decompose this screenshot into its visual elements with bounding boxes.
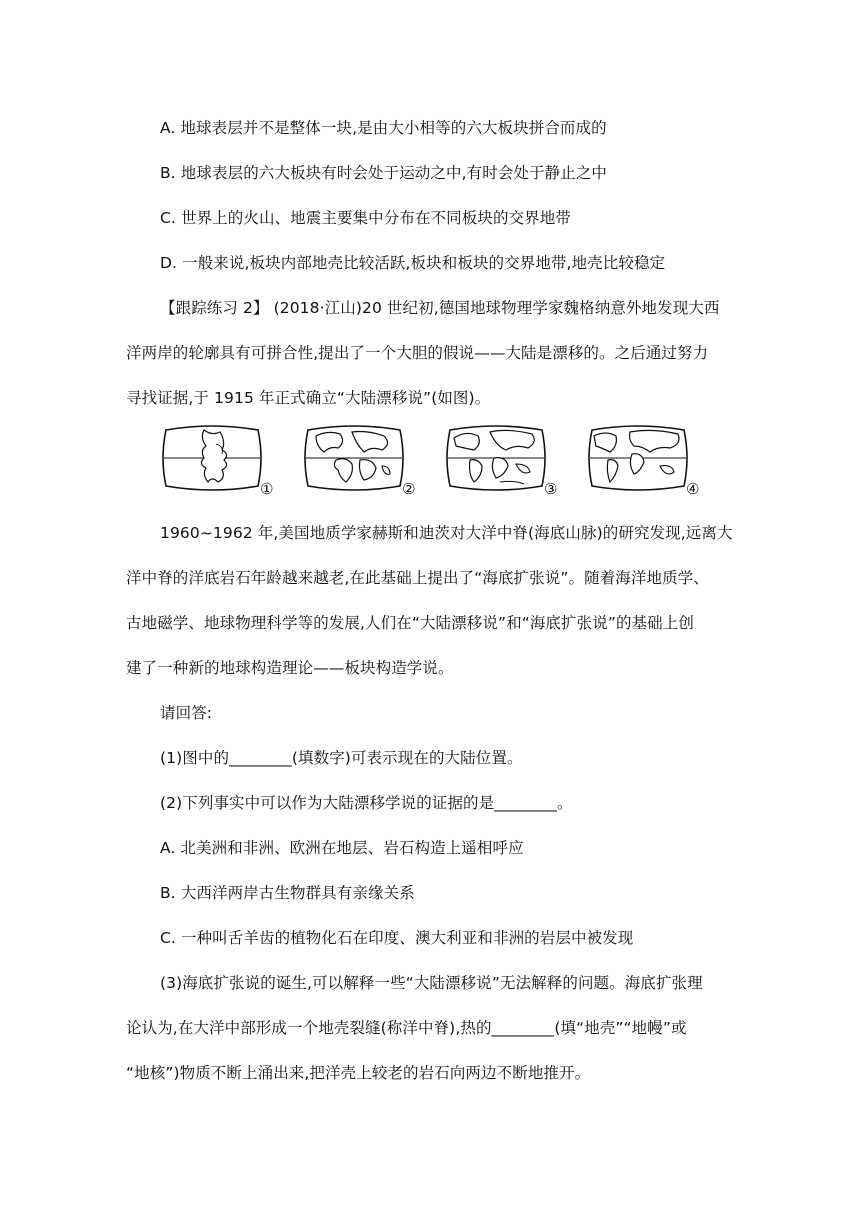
- continental-drift-figure: [160, 424, 720, 504]
- question-1: (1)图中的________(填数字)可表示现在的大陆位置。: [160, 749, 523, 767]
- paragraph-line: 建了一种新的地球构造理论——板块构造学说。: [126, 659, 454, 677]
- paragraph-line: 洋中脊的洋底岩石年龄越来越老,在此基础上提出了“海底扩张说”。随着海洋地质学、: [126, 569, 709, 587]
- option-a-line-1: A. 地球表层并不是整体一块,是由大小相等的六大板块拼合而成的: [160, 119, 607, 137]
- question-3-line: 论认为,在大洋中部形成一个地壳裂缝(称洋中脊),热的________(填“地壳”“地幔”或: [126, 1019, 687, 1037]
- exercise-body-line: 洋两岸的轮廓具有可拼合性,提出了一个大胆的假说——大陆是漂移的。之后通过努力: [126, 344, 709, 362]
- map-1-globe-icon: [160, 424, 264, 492]
- option-d-line-1: D. 一般来说,板块内部地壳比较活跃,板块和板块的交界地带,地壳比较稳定: [160, 254, 666, 272]
- map-3-label: ③: [544, 480, 558, 498]
- option-c-line-1: C. 世界上的火山、地震主要集中分布在不同板块的交界地带: [160, 209, 571, 227]
- question-prompt: 请回答:: [160, 704, 213, 722]
- question-3-line: “地核”)物质不断上涌出来,把洋壳上较老的岩石向两边不断地推开。: [126, 1064, 591, 1082]
- q2-option-c: C. 一种叫舌羊齿的植物化石在印度、澳大利亚和非洲的岩层中被发现: [160, 929, 634, 947]
- paragraph-line: 1960~1962 年,美国地质学家赫斯和迪茨对大洋中脊(海底山脉)的研究发现,远离大: [160, 524, 733, 542]
- map-2-globe-icon: [302, 424, 406, 492]
- map-2-label: ②: [402, 480, 416, 498]
- drift-map-3: [444, 424, 584, 504]
- paragraph-line: 古地磁学、地球物理科学等的发展,人们在“大陆漂移说”和“海底扩张说”的基础上创: [126, 614, 694, 632]
- map-3-globe-icon: [444, 424, 548, 492]
- map-4-label: ④: [686, 480, 700, 498]
- map-1-label: ①: [260, 480, 274, 498]
- exercise-body-line: 寻找证据,于 1915 年正式确立“大陆漂移说”(如图)。: [126, 389, 491, 407]
- question-2: (2)下列事实中可以作为大陆漂移学说的证据的是________。: [160, 794, 573, 812]
- drift-map-1: [160, 424, 300, 504]
- map-4-globe-icon: [586, 424, 690, 492]
- q2-option-b: B. 大西洋两岸古生物群具有亲缘关系: [160, 884, 415, 902]
- question-3-line: (3)海底扩张说的诞生,可以解释一些“大陆漂移说”无法解释的问题。海底扩张理: [160, 974, 703, 992]
- option-b-line-1: B. 地球表层的六大板块有时会处于运动之中,有时会处于静止之中: [160, 164, 608, 182]
- exercise-heading-line: 【跟踪练习 2】 (2018·江山)20 世纪初,德国地球物理学家魏格纳意外地发现大西: [160, 299, 720, 317]
- drift-map-4: [586, 424, 726, 504]
- q2-option-a: A. 北美洲和非洲、欧洲在地层、岩石构造上遥相呼应: [160, 839, 524, 857]
- drift-map-2: [302, 424, 442, 504]
